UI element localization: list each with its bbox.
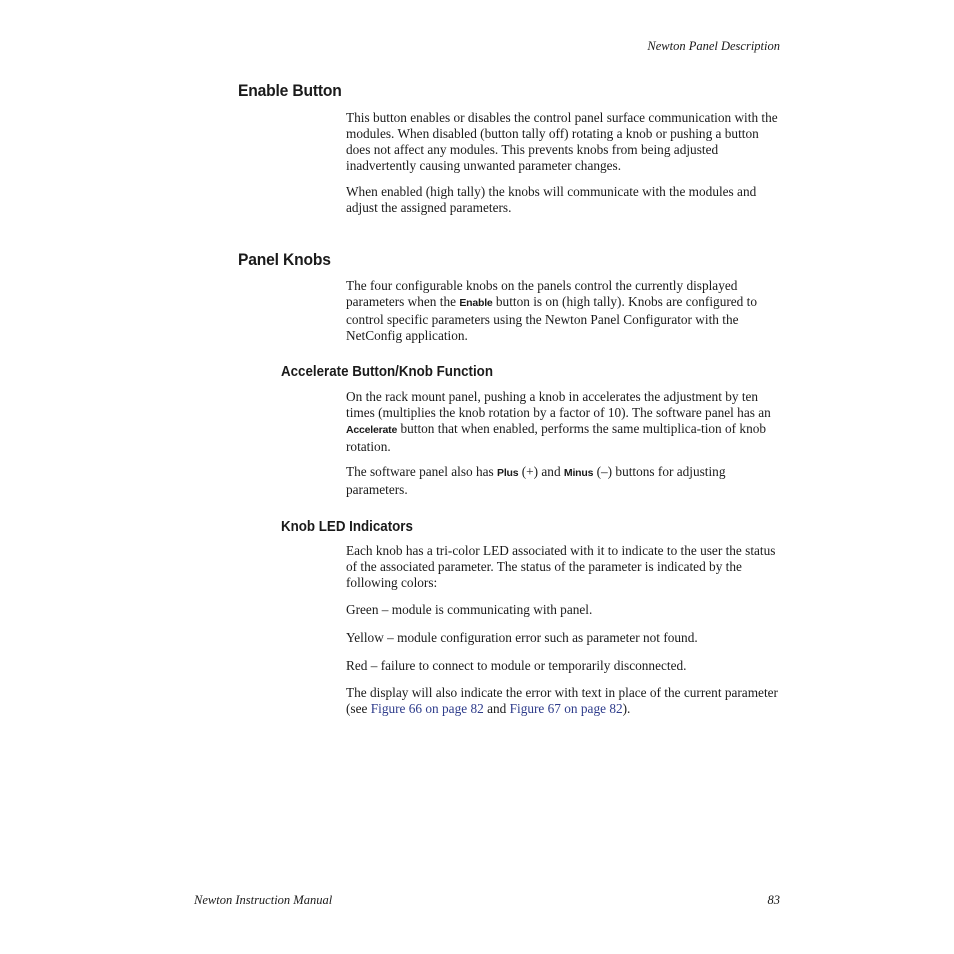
- led-green: Green – module is communicating with panel.: [346, 602, 593, 617]
- led-red: Red – failure to connect to module or temporarily disconnected.: [346, 658, 687, 673]
- text: button that when enabled, performs the same multiplica-tion of knob rotation.: [346, 420, 767, 454]
- plus-ui-label: Plus: [497, 467, 519, 479]
- accelerate-ui-label: Accelerate: [346, 423, 398, 436]
- text: (+) and: [518, 464, 564, 479]
- figure-66-link[interactable]: Figure 66 on page 82: [370, 700, 484, 716]
- knob-led-heading: Knob LED Indicators: [281, 519, 413, 535]
- running-head: Newton Panel Description: [647, 39, 780, 53]
- text: and: [483, 700, 510, 716]
- led-paragraph-1: Each knob has a tri-color LED associated with it to indicate to the user the status of the associated parameter. The status of the parameter is indicated by the following colors:: [346, 543, 776, 590]
- accelerate-paragraph-2: [346, 464, 780, 498]
- text: The four configurable knobs on the panels control the currently displayed parameters when the: [346, 278, 738, 309]
- text: The software panel also has: [346, 464, 498, 479]
- panel-knobs-paragraph: [346, 278, 780, 344]
- enable-ui-label: Enable: [459, 296, 493, 309]
- figure-67-link[interactable]: Figure 67 on page 82: [509, 700, 623, 716]
- footer-manual-title: Newton Instruction Manual: [194, 893, 333, 907]
- text: button is on (high tally). Knobs are configured to control specific parameters using the Newton Panel Configurator with the NetConfig application.: [346, 293, 757, 343]
- enable-button-heading: Enable Button: [238, 81, 342, 100]
- minus-ui-label: Minus: [563, 467, 594, 479]
- text: On the rack mount panel, pushing a knob in accelerates the adjustment by ten times (multiplies the knob rotation by a factor of 10). The software panel has an: [346, 389, 771, 420]
- page-number: 83: [767, 893, 780, 907]
- accelerate-heading: Accelerate Button/Knob Function: [281, 364, 493, 380]
- panel-knobs-heading: Panel Knobs: [238, 250, 331, 269]
- led-yellow: Yellow – module configuration error such as parameter not found.: [346, 630, 698, 645]
- led-paragraph-5: [346, 685, 780, 717]
- enable-paragraph-1: This button enables or disables the control panel surface communication with the modules. When disabled (button tally off) rotating a knob or pushing a button does not affect any modules. This prevents knobs from being adjusted inadvertently causing unwanted parameter changes.: [346, 110, 778, 173]
- text: ).: [622, 700, 631, 716]
- text: (–) buttons for adjusting parameters.: [346, 464, 726, 497]
- enable-paragraph-2: When enabled (high tally) the knobs will communicate with the modules and adjust the assigned parameters.: [346, 184, 757, 215]
- accelerate-paragraph-1: [346, 389, 780, 455]
- text: The display will also indicate the error with text in place of the current parameter (see: [346, 685, 778, 716]
